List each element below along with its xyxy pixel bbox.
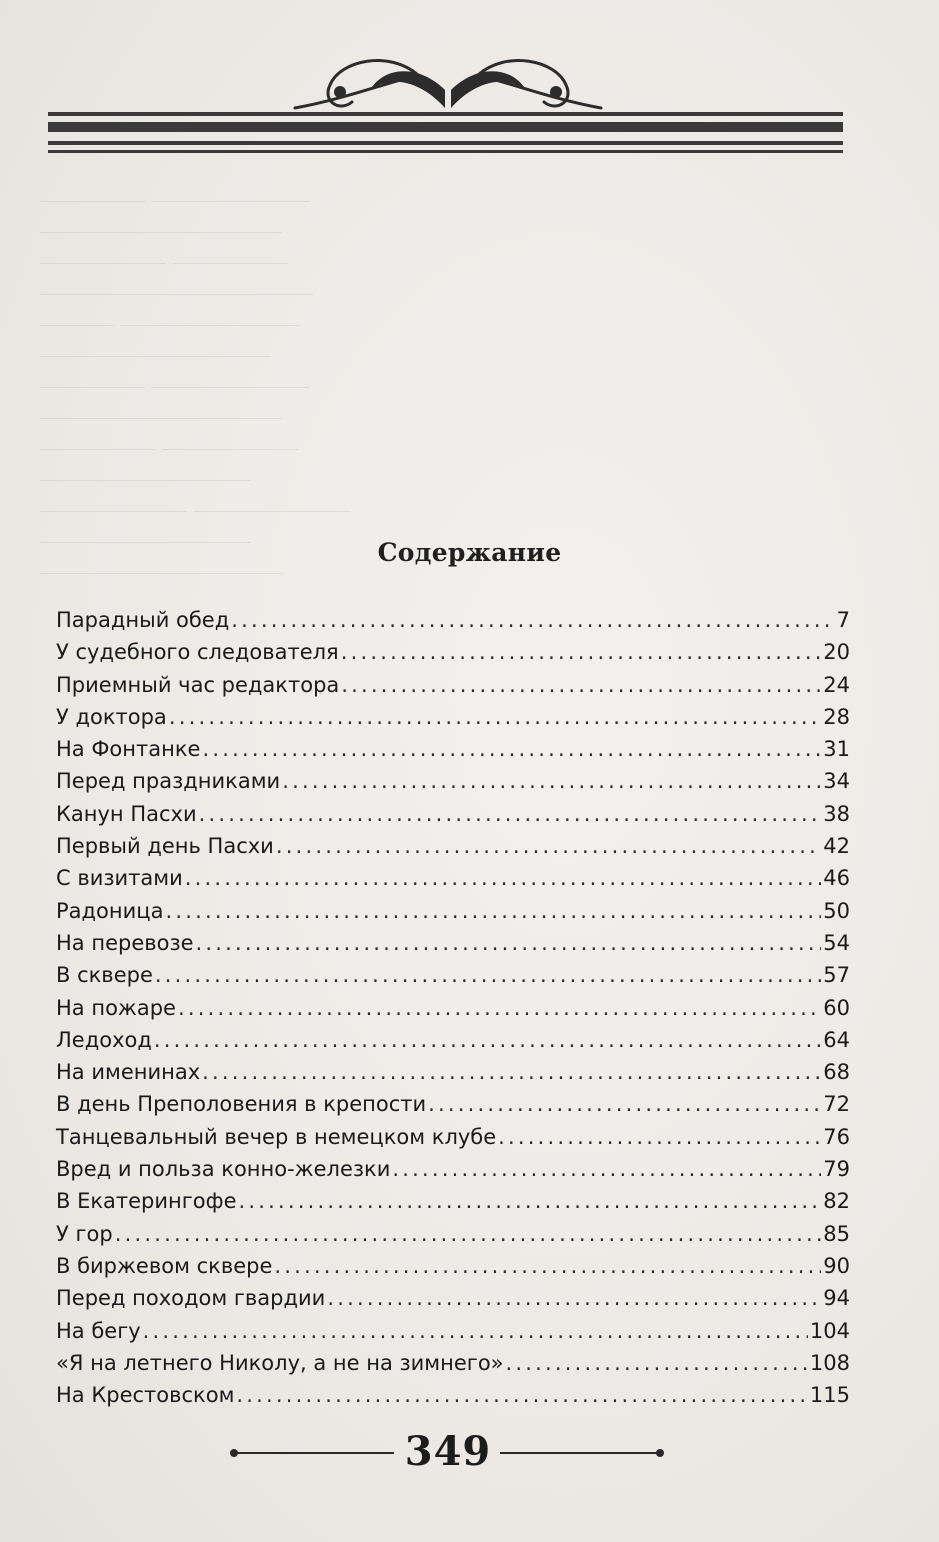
dot-leader: [115, 1222, 822, 1246]
toc-entry-title: Перед походом гвардии: [56, 1286, 326, 1311]
toc-entry-title: Вред и польза конно-железки: [56, 1157, 391, 1182]
dot-leader: [428, 1092, 821, 1116]
toc-entry[interactable]: [56, 673, 850, 705]
page-title: Содержание: [377, 538, 562, 567]
toc-entry-title: Ледоход: [56, 1027, 152, 1052]
toc-entry-page: 90: [823, 1253, 850, 1278]
dot-leader: [199, 802, 822, 826]
toc-entry[interactable]: [56, 1060, 850, 1092]
toc-entry-page: 76: [823, 1124, 850, 1149]
toc-entry[interactable]: [56, 1125, 850, 1157]
toc-entry-title: У доктора: [56, 704, 167, 729]
toc-entry-page: 46: [823, 866, 850, 891]
toc-entry[interactable]: [56, 608, 850, 640]
toc-entry[interactable]: [56, 1254, 850, 1286]
toc-entry-title: Радоница: [56, 898, 164, 923]
toc-entry-title: Танцевальный вечер в немецком клубе: [56, 1124, 497, 1149]
toc-entry-title: На перевозе: [56, 930, 194, 955]
header-rule: [48, 122, 843, 132]
dot-leader: [341, 673, 821, 697]
dot-leader: [341, 640, 822, 664]
toc-entry[interactable]: [56, 737, 850, 769]
dot-leader: [274, 1254, 821, 1278]
dot-leader: [169, 705, 821, 729]
toc-entry-title: На Крестовском: [56, 1383, 235, 1408]
toc-entry[interactable]: [56, 705, 850, 737]
toc-entry-page: 82: [823, 1189, 850, 1214]
dot-leader: [143, 1319, 808, 1343]
toc-entry-title: «Я на летнего Николу, а не на зимнего»: [56, 1350, 504, 1375]
toc-entry-title: На пожаре: [56, 995, 176, 1020]
dot-leader: [276, 834, 821, 858]
dot-leader: [196, 931, 822, 955]
dot-leader: [202, 1060, 821, 1084]
dot-leader: [178, 996, 821, 1020]
toc-entry[interactable]: [56, 834, 850, 866]
toc-entry[interactable]: [56, 1028, 850, 1060]
toc-entry[interactable]: [56, 802, 850, 834]
dot-leader: [327, 1286, 821, 1310]
toc-entry[interactable]: [56, 1222, 850, 1254]
toc-entry-title: Первый день Пасхи: [56, 834, 274, 859]
dot-leader: [202, 737, 821, 761]
toc-entry[interactable]: [56, 1157, 850, 1189]
toc-entry-page: 85: [823, 1221, 850, 1246]
toc-entry-page: 57: [823, 963, 850, 988]
toc-entry-title: У судебного следователя: [56, 640, 339, 665]
toc-entry-page: 42: [823, 834, 850, 859]
footer-rule: [500, 1452, 660, 1454]
toc-entry-page: 31: [823, 737, 850, 762]
toc-entry-title: Перед праздниками: [56, 769, 281, 794]
toc-entry-title: У гор: [56, 1221, 113, 1246]
toc-entry-title: В сквере: [56, 963, 153, 988]
toc-entry[interactable]: [56, 899, 850, 931]
flourish-ornament-icon: [40, 30, 896, 170]
toc-entry[interactable]: [56, 1189, 850, 1221]
toc-entry-page: 108: [809, 1350, 850, 1375]
toc-entry-title: В Екатерингофе: [56, 1189, 237, 1214]
toc-entry-page: 68: [823, 1060, 850, 1085]
toc-entry[interactable]: [56, 996, 850, 1028]
toc-entry-page: 28: [823, 704, 850, 729]
page-footer: [0, 1420, 939, 1480]
toc-entry[interactable]: [56, 931, 850, 963]
toc-entry-title: С визитами: [56, 866, 183, 891]
dot-leader: [506, 1351, 808, 1375]
toc-entry-page: 50: [823, 898, 850, 923]
footer-rule: [236, 1452, 394, 1454]
toc-entry-page: 104: [809, 1318, 850, 1343]
toc-entry[interactable]: [56, 1383, 850, 1415]
toc-entry[interactable]: [56, 1092, 850, 1124]
dot-leader: [155, 963, 821, 987]
toc-entry[interactable]: [56, 1351, 850, 1383]
toc-entry-title: На Фонтанке: [56, 737, 201, 762]
dot-leader: [154, 1028, 821, 1052]
toc-entry[interactable]: [56, 1286, 850, 1318]
toc-entry-title: На именинах: [56, 1060, 201, 1085]
toc-entry-title: В биржевом сквере: [56, 1253, 273, 1278]
toc-entry-page: 72: [823, 1092, 850, 1117]
toc-entry-page: 79: [823, 1157, 850, 1182]
page-number: 349: [404, 1428, 492, 1475]
dot-leader: [165, 899, 821, 923]
header-rule: [48, 141, 843, 145]
toc-entry-title: Парадный обед: [56, 608, 230, 632]
toc-entry-page: 54: [823, 930, 850, 955]
toc-entry-page: 24: [823, 672, 850, 697]
toc-entry-page: 60: [823, 995, 850, 1020]
toc-entry-title: В день Преполовения в крепости: [56, 1092, 427, 1117]
header-rule: [48, 150, 843, 153]
toc-entry-page: 7: [836, 608, 850, 632]
toc-entry[interactable]: [56, 963, 850, 995]
toc-entry-page: 64: [823, 1027, 850, 1052]
dot-leader: [498, 1125, 821, 1149]
dot-leader: [239, 1189, 822, 1213]
toc-entry-page: 115: [809, 1383, 850, 1408]
toc-entry-page: 20: [823, 640, 850, 665]
toc-entry-page: 38: [823, 801, 850, 826]
toc-entry[interactable]: [56, 866, 850, 898]
toc-entry-title: На бегу: [56, 1318, 141, 1343]
toc-entry-title: Канун Пасхи: [56, 801, 197, 826]
footer-dot-icon: [656, 1449, 664, 1457]
header-rule: [48, 112, 843, 116]
bleed-through-text: _______________ __________ _______________________ ___________ ____________ __________________________ _________________ _______ ______________________ _______________ __________ _______________________ _____________ ___________ ____________________ _______________ ______________ ____________________ _______________________: [40, 178, 352, 574]
toc-entry[interactable]: [56, 1319, 850, 1351]
toc-entry[interactable]: [56, 640, 850, 672]
toc-entry-page: 94: [823, 1286, 850, 1311]
dot-leader: [282, 769, 821, 793]
toc-entry-page: 34: [823, 769, 850, 794]
dot-leader: [392, 1157, 821, 1181]
dot-leader: [231, 608, 834, 632]
toc-entry-title: Приемный час редактора: [56, 672, 340, 697]
dot-leader: [236, 1383, 807, 1407]
toc-entry[interactable]: [56, 769, 850, 801]
dot-leader: [185, 866, 821, 890]
table-of-contents: [56, 608, 850, 1415]
